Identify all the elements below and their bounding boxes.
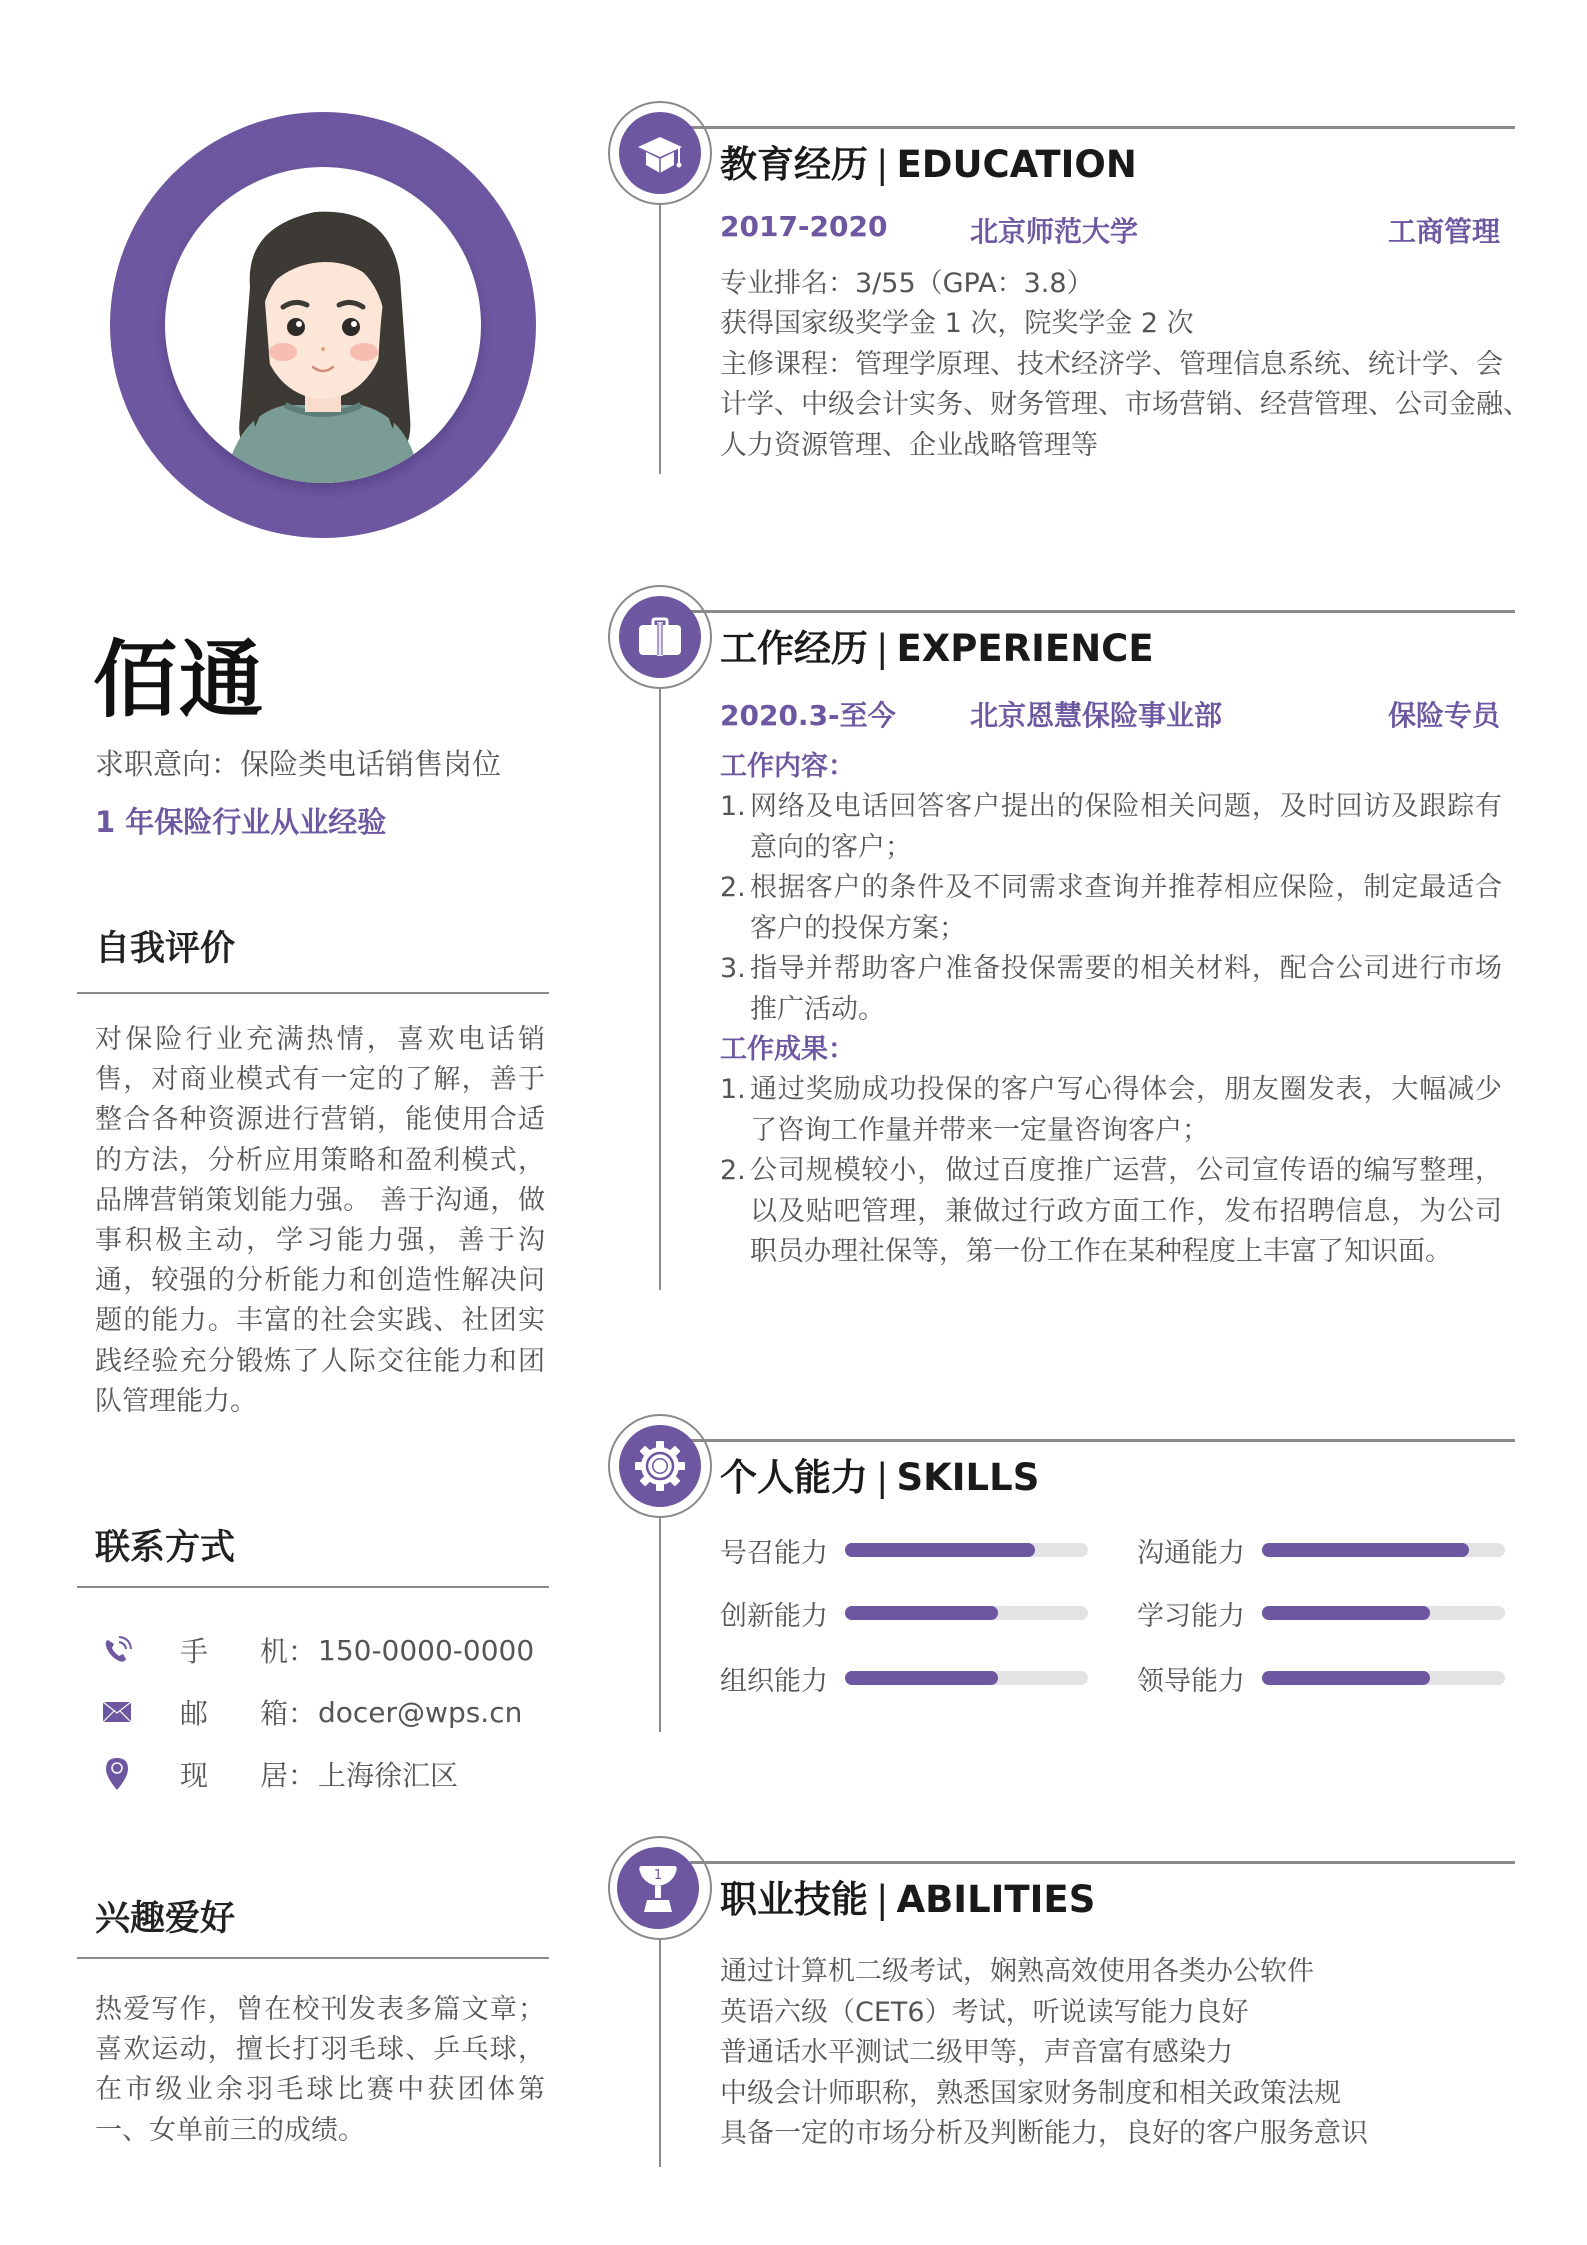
section-rule — [690, 1861, 1515, 1864]
skill-bar — [1262, 1671, 1505, 1685]
ability-line: 通过计算机二级考试，娴熟高效使用各类办公软件 — [720, 1956, 1314, 1987]
section-rule — [690, 126, 1515, 129]
section-rule — [690, 610, 1515, 613]
experience-icon-badge — [619, 596, 701, 678]
list-item: 2. 根据客户的条件及不同需求查询并推荐相应保险，制定最适合客户的投保方案； — [720, 872, 1502, 944]
contact-email: 邮 箱： docer@wps.cn — [100, 1692, 560, 1732]
education-icon-badge — [619, 112, 701, 194]
hobbies-title: 兴趣爱好 — [95, 1899, 236, 1939]
company-name: 北京恩慧保险事业部 — [970, 699, 1223, 732]
skills-icon-badge — [619, 1425, 701, 1507]
skill-bar — [845, 1543, 1088, 1557]
education-line: 主修课程：管理学原理、技术经济学、管理信息系统、统计学、会 — [720, 349, 1503, 380]
ability-line: 中级会计师职称，熟悉国家财务制度和相关政策法规 — [720, 2078, 1341, 2109]
graduation-cap-icon — [636, 129, 684, 177]
phone-number: 150-0000-0000 — [318, 1633, 535, 1667]
hobbies-text: 热爱写作，曾在校刊发表多篇文章；喜欢运动，擅长打羽毛球、乒乓球，在市级业余羽毛球比赛中获团体第一、女单前三的成绩。 — [95, 1994, 545, 2146]
skill-bar — [1262, 1606, 1505, 1620]
skill-item: 组织能力 — [720, 1658, 1088, 1698]
list-item: 1. 网络及电话回答客户提出的保险相关问题，及时回访及跟踪有意向的客户； — [720, 791, 1502, 863]
candidate-name: 佰通 — [93, 631, 266, 729]
skill-item: 学习能力 — [1137, 1593, 1505, 1633]
trophy-icon — [636, 1862, 680, 1914]
section-timeline — [659, 204, 661, 474]
job-intent: 求职意向：保险类电话销售岗位 — [95, 747, 502, 781]
section-rule — [690, 1439, 1515, 1442]
gear-icon — [634, 1440, 686, 1492]
list-item: 3. 指导并帮助客户准备投保需要的相关材料，配合公司进行市场推广活动。 — [720, 953, 1502, 1025]
skill-item: 沟通能力 — [1137, 1530, 1505, 1570]
phone-icon — [100, 1633, 134, 1667]
contact-phone: 手 机： 150-0000-0000 — [100, 1630, 560, 1670]
divider — [77, 1586, 549, 1588]
education-line: 获得国家级奖学金 1 次，院奖学金 2 次 — [720, 308, 1194, 339]
experience-period: 2020.3-至今 — [720, 699, 896, 732]
results-list — [720, 1070, 1502, 1273]
abilities-title: 职业技能 | ABILITIES — [720, 1878, 1096, 1921]
experience-title: 工作经历 | EXPERIENCE — [720, 627, 1154, 670]
experience-years: 1 年保险行业从业经验 — [95, 805, 387, 839]
self-evaluation-title: 自我评价 — [95, 929, 236, 969]
ability-line: 具备一定的市场分析及判断能力，良好的客户服务意识 — [720, 2118, 1368, 2149]
location-pin-icon — [100, 1757, 134, 1791]
school-name: 北京师范大学 — [970, 215, 1139, 248]
section-timeline — [659, 688, 661, 1290]
abilities-icon-badge — [617, 1847, 699, 1929]
education-line: 专业排名：3/55（GPA：3.8） — [720, 268, 1094, 299]
education-period: 2017-2020 — [720, 210, 888, 243]
skill-bar — [845, 1606, 1088, 1620]
contact-title: 联系方式 — [95, 1528, 236, 1568]
divider — [77, 992, 549, 994]
ability-line: 普通话水平测试二级甲等，声音富有感染力 — [720, 2037, 1233, 2068]
skill-item: 领导能力 — [1137, 1658, 1505, 1698]
section-timeline — [659, 1517, 661, 1732]
job-role: 保险专员 — [1387, 699, 1500, 732]
skill-bar — [1262, 1543, 1505, 1557]
skills-title: 个人能力 | SKILLS — [720, 1456, 1040, 1499]
skill-item: 号召能力 — [720, 1530, 1088, 1570]
skill-item: 创新能力 — [720, 1593, 1088, 1633]
section-timeline — [659, 1940, 661, 2167]
duties-title: 工作内容： — [720, 751, 855, 782]
email-address: docer@wps.cn — [318, 1695, 523, 1729]
svg-text:1: 1 — [653, 1868, 663, 1883]
briefcase-icon — [637, 617, 683, 657]
education-line: 计学、中级会计实务、财务管理、市场营销、经营管理、公司金融、 — [720, 389, 1530, 420]
current-city: 上海徐汇区 — [318, 1759, 459, 1792]
avatar — [165, 167, 481, 483]
contact-location: 现 居： 上海徐汇区 — [100, 1754, 560, 1794]
major: 工商管理 — [1387, 215, 1500, 248]
experience-header-row — [720, 694, 1500, 734]
education-header-row — [720, 210, 1500, 250]
ability-line: 英语六级（CET6）考试，听说读写能力良好 — [720, 1997, 1249, 2028]
divider — [77, 1957, 549, 1959]
education-title: 教育经历 | EDUCATION — [720, 143, 1137, 186]
education-line: 人力资源管理、企业战略管理等 — [720, 430, 1098, 461]
skill-bar — [845, 1671, 1088, 1685]
self-evaluation-text: 对保险行业充满热情，喜欢电话销售，对商业模式有一定的了解，善于整合各种资源进行营销，能使用合适的方法，分析应用策略和盈利模式，品牌营销策划能力强。 善于沟通，做事积极主动，学习能力强，善于沟通，较强的分析能力和创造性解决问题的能力。丰富的社会实践、社团实践经验充分锻炼了人际交往能力和团队管理能力。 — [95, 1024, 545, 1417]
results-title: 工作成果： — [720, 1034, 855, 1065]
list-item: 1. 通过奖励成功投保的客户写心得体会，朋友圈发表，大幅减少了咨询工作量并带来一定量咨询客户； — [720, 1074, 1502, 1146]
mail-icon — [100, 1695, 134, 1729]
list-item: 2. 公司规模较小，做过百度推广运营，公司宣传语的编写整理，以及贴吧管理，兼做过行政方面工作，发布招聘信息，为公司职员办理社保等，第一份工作在某种程度上丰富了知识面。 — [720, 1155, 1502, 1267]
cartoon-girl-avatar-icon — [165, 167, 481, 483]
duties-list — [720, 787, 1502, 1030]
